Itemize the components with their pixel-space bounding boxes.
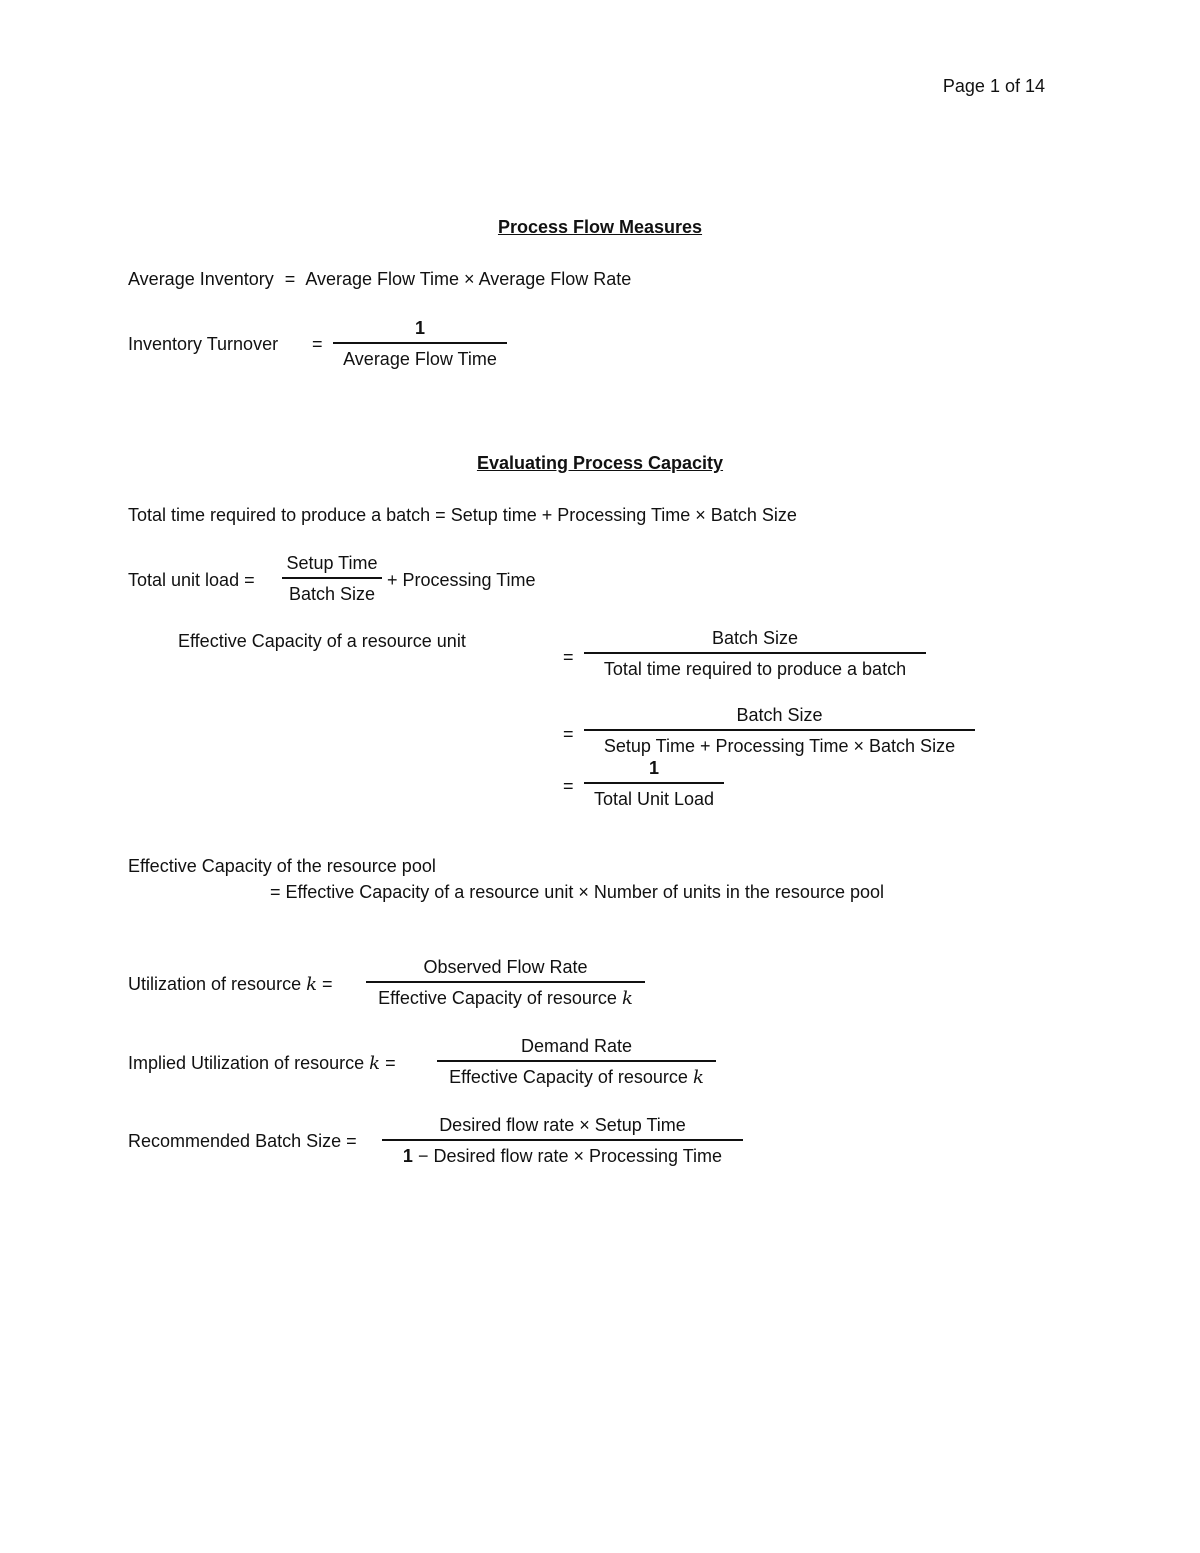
equals-sign: = [385, 1053, 396, 1073]
inventory-turnover-lhs: Inventory Turnover [128, 334, 279, 354]
section-title-capacity: Evaluating Process Capacity [476, 453, 724, 473]
fraction-numerator: Observed Flow Rate [423, 957, 588, 977]
equals-sign: = [563, 724, 574, 744]
total-time-formula: Total time required to produce a batch = Setup time + Processing Time × Batch Size [128, 505, 797, 525]
effective-unit-lhs: Effective Capacity of a resource unit [178, 631, 466, 651]
fraction-denominator: Effective Capacity of resource [449, 1067, 688, 1087]
effective-unit-fraction-3 [584, 757, 724, 810]
utilization-lhs [128, 973, 333, 996]
fraction-denominator: Batch Size [288, 584, 376, 604]
section-title-process-flow: Process Flow Measures [497, 217, 703, 237]
unit-load-fraction [282, 552, 382, 605]
fraction-denominator: Total time required to produce a batch [603, 659, 907, 679]
fraction-denominator: Setup Time + Processing Time × Batch Size [603, 736, 956, 756]
implied-utilization-lhs [128, 1052, 396, 1075]
fraction-denominator: Effective Capacity of resource [378, 988, 617, 1008]
equals-sign: = [563, 647, 574, 667]
utilization-label: Utilization of resource [128, 974, 302, 994]
equals-sign: = [284, 269, 296, 289]
batch-size-lhs: Recommended Batch Size = [128, 1131, 357, 1151]
fraction-denominator-wrap [437, 1062, 716, 1089]
effective-pool-line1: Effective Capacity of the resource pool [128, 856, 436, 876]
implied-utilization-fraction [437, 1035, 716, 1089]
effective-unit-fraction-2 [584, 704, 975, 757]
avg-inventory-formula [128, 268, 631, 290]
fraction-numerator: 1 [648, 758, 659, 778]
fraction-numerator: Setup Time [286, 553, 378, 573]
avg-inventory-rhs: Average Flow Time × Average Flow Rate [305, 269, 632, 289]
fraction-denominator: Total Unit Load [593, 789, 715, 809]
page-number: Page 1 of 14 [942, 76, 1045, 96]
fraction-denominator-wrap [382, 1141, 743, 1167]
fraction-numerator: Desired flow rate × Setup Time [439, 1115, 686, 1135]
utilization-fraction [366, 956, 645, 1010]
fraction-numerator: Demand Rate [520, 1036, 633, 1056]
fraction-denominator-wrap [366, 983, 645, 1010]
inventory-turnover-fraction [333, 317, 507, 370]
variable-k: k [369, 1053, 381, 1074]
effective-pool-line2: = Effective Capacity of a resource unit × Number of units in the resource pool [270, 882, 884, 902]
fraction-denominator: Average Flow Time [343, 349, 497, 369]
equals-sign: = [322, 974, 333, 994]
denominator-one: 1 [402, 1146, 413, 1166]
variable-k: k [306, 974, 318, 995]
fraction-numerator: Batch Size [736, 705, 823, 725]
fraction-numerator: 1 [414, 318, 425, 338]
equals-sign: = [312, 334, 323, 354]
avg-inventory-lhs: Average Inventory [128, 269, 274, 289]
implied-utilization-label: Implied Utilization of resource [128, 1053, 365, 1073]
fraction-numerator: Batch Size [711, 628, 799, 648]
unit-load-rhs: + Processing Time [387, 570, 536, 590]
effective-unit-fraction-1 [584, 627, 926, 680]
variable-k: k [621, 988, 633, 1009]
variable-k: k [692, 1067, 704, 1088]
batch-size-fraction [382, 1114, 743, 1167]
equals-sign: = [563, 776, 574, 796]
fraction-denominator: − Desired flow rate × Processing Time [417, 1146, 723, 1166]
unit-load-lhs: Total unit load = [128, 570, 255, 590]
